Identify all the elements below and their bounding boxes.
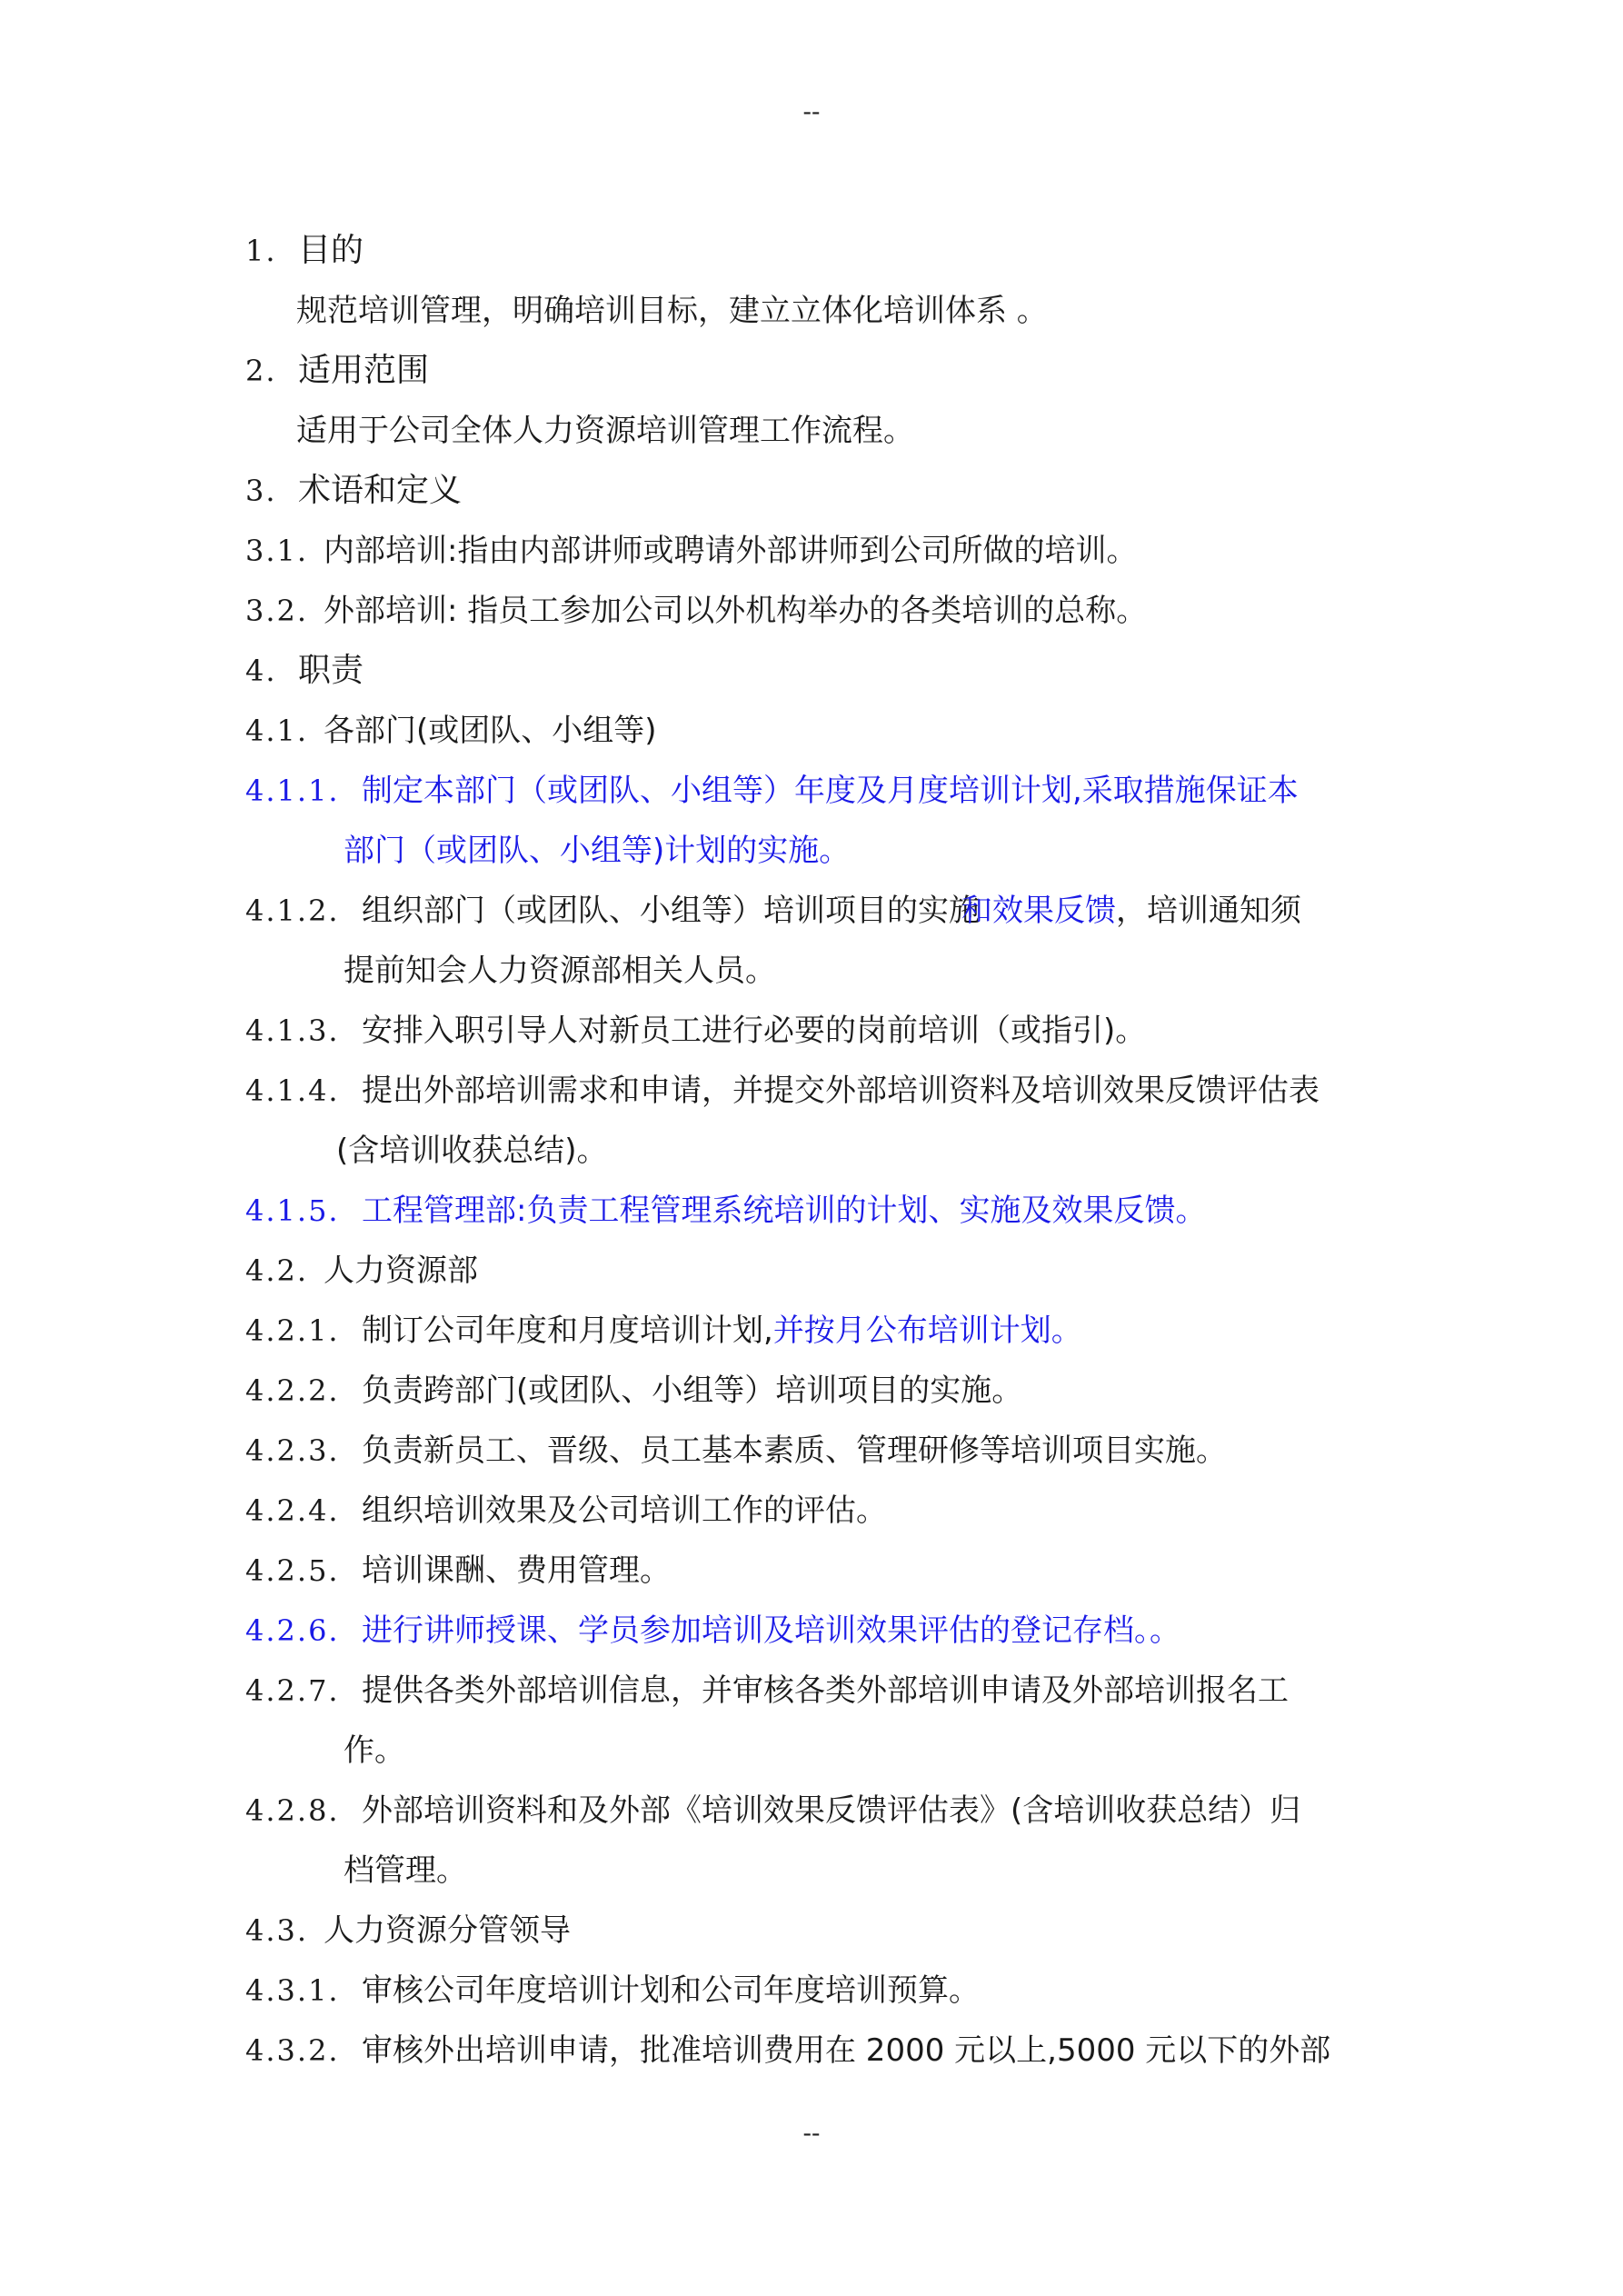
item-4-2-8-continuation: 档管理。 — [344, 1852, 467, 1889]
section-number: 2. — [245, 354, 277, 388]
section-heading-3 — [245, 471, 1381, 511]
item-4-2-3 — [245, 1431, 1381, 1471]
section-title: 目的 — [298, 232, 364, 269]
item-text: ，培训通知须 — [1116, 893, 1301, 929]
item-number: 4.2.3. — [245, 1433, 340, 1468]
highlighted-text: 和效果反馈 — [961, 893, 1116, 929]
section-title: 适用范围 — [298, 352, 430, 389]
section-title: 职责 — [298, 652, 364, 689]
item-4-3 — [245, 1911, 1381, 1951]
section-heading-2 — [245, 351, 1381, 391]
item-number: 4.3. — [245, 1913, 309, 1948]
item-number: 3.2. — [245, 594, 309, 628]
item-4-1-2-continuation: 提前知会人力资源部相关人员。 — [344, 953, 776, 989]
section-1-body: 规范培训管理，明确培训目标，建立立体化培训体系 。 — [296, 293, 1048, 329]
item-text: 负责新员工、晋级、员工基本素质、管理研修等培训项目实施。 — [362, 1433, 1227, 1469]
item-4-1-3 — [245, 1011, 1381, 1051]
item-4-1-2 — [245, 891, 1381, 931]
section-2-body: 适用于公司全体人力资源培训管理工作流程。 — [296, 413, 914, 449]
item-text: 内部培训:指由内部讲师或聘请外部讲师到公司所做的培训。 — [324, 533, 1138, 569]
item-text: 提出外部培训需求和申请，并提交外部培训资料及培训效果反馈评估表 — [362, 1073, 1319, 1109]
item-3-2 — [245, 591, 1381, 631]
item-text: 制订公司年度和月度培训计划, — [362, 1313, 773, 1349]
item-number: 4.3.1. — [245, 1973, 340, 2008]
item-4-1-1-continuation: 部门（或团队、小组等)计划的实施。 — [344, 833, 851, 869]
item-text: 安排入职引导人对新员工进行必要的岗前培训（或指引)。 — [362, 1013, 1147, 1049]
item-text: 外部培训: 指员工参加公司以外机构举办的各类培训的总称。 — [324, 593, 1148, 629]
item-text: 外部培训资料和及外部《培训效果反馈评估表》(含培训收获总结）归 — [362, 1792, 1301, 1829]
item-number: 4.2.1. — [245, 1313, 340, 1348]
item-text: 提供各类外部培训信息，并审核各类外部培训申请及外部培训报名工 — [362, 1672, 1289, 1709]
item-4-2-8 — [245, 1791, 1381, 1831]
item-number: 4.2.7. — [245, 1673, 340, 1708]
item-number: 4.2.2. — [245, 1373, 340, 1408]
item-text: 工程管理部:负责工程管理系统培训的计划、实施及效果反馈。 — [362, 1193, 1207, 1229]
item-4-2-2 — [245, 1371, 1381, 1411]
item-number: 4.1.2. — [245, 893, 340, 928]
item-4-2 — [245, 1251, 1381, 1291]
item-text: 制定本部门（或团队、小组等）年度及月度培训计划,采取措施保证本 — [362, 773, 1299, 809]
item-number: 4.2.5. — [245, 1553, 340, 1588]
item-number: 4.2. — [245, 1253, 309, 1288]
item-number: 4.1.4. — [245, 1073, 340, 1108]
page-footer-mark: -- — [802, 2118, 821, 2148]
item-4-3-2 — [245, 2031, 1381, 2071]
item-4-1-1 — [245, 771, 1381, 811]
section-number: 4. — [245, 654, 277, 688]
item-text: 进行讲师授课、学员参加培训及培训效果评估的登记存档。。 — [362, 1612, 1180, 1649]
item-text: 人力资源部 — [324, 1253, 478, 1289]
section-number: 1. — [245, 234, 277, 268]
item-4-2-6 — [245, 1611, 1381, 1651]
item-number: 4.3.2. — [245, 2033, 340, 2068]
item-4-2-7-continuation: 作。 — [344, 1732, 405, 1769]
section-heading-1 — [245, 231, 1381, 271]
item-text: 组织部门（或团队、小组等）培训项目的实施 — [362, 893, 980, 929]
item-4-1-5 — [245, 1191, 1381, 1231]
page-header-mark: -- — [802, 96, 821, 126]
item-number: 4.1.1. — [245, 774, 340, 808]
item-number: 4.1.3. — [245, 1013, 340, 1048]
item-text: 审核公司年度培训计划和公司年度培训预算。 — [362, 1972, 980, 2009]
item-number: 4.2.6. — [245, 1613, 340, 1648]
item-text: 负责跨部门(或团队、小组等）培训项目的实施。 — [362, 1373, 1023, 1409]
item-number: 4.2.8. — [245, 1793, 340, 1828]
item-text: 审核外出培训申请，批准培训费用在 2000 元以上,5000 元以下的外部 — [362, 2032, 1331, 2069]
item-number: 4.2.4. — [245, 1493, 340, 1528]
item-text: 各部门(或团队、小组等) — [324, 713, 657, 749]
item-3-1 — [245, 531, 1381, 571]
item-4-2-1 — [245, 1311, 1381, 1351]
item-4-2-7 — [245, 1671, 1381, 1711]
item-4-1 — [245, 711, 1381, 751]
item-text: 人力资源分管领导 — [324, 1912, 571, 1949]
item-4-2-4 — [245, 1491, 1381, 1531]
item-4-1-4 — [245, 1071, 1381, 1111]
item-number: 4.1. — [245, 714, 309, 748]
item-4-2-5 — [245, 1551, 1381, 1591]
item-4-1-4-continuation: (含培训收获总结)。 — [336, 1133, 608, 1169]
item-number: 4.1.5. — [245, 1193, 340, 1228]
section-title: 术语和定义 — [298, 472, 463, 509]
section-heading-4 — [245, 651, 1381, 691]
item-4-3-1 — [245, 1971, 1381, 2011]
item-text: 组织培训效果及公司培训工作的评估。 — [362, 1492, 887, 1529]
item-number: 3.1. — [245, 534, 309, 568]
item-text: 培训课酬、费用管理。 — [362, 1552, 671, 1589]
section-number: 3. — [245, 474, 277, 508]
highlighted-text: 并按月公布培训计划。 — [772, 1313, 1082, 1349]
